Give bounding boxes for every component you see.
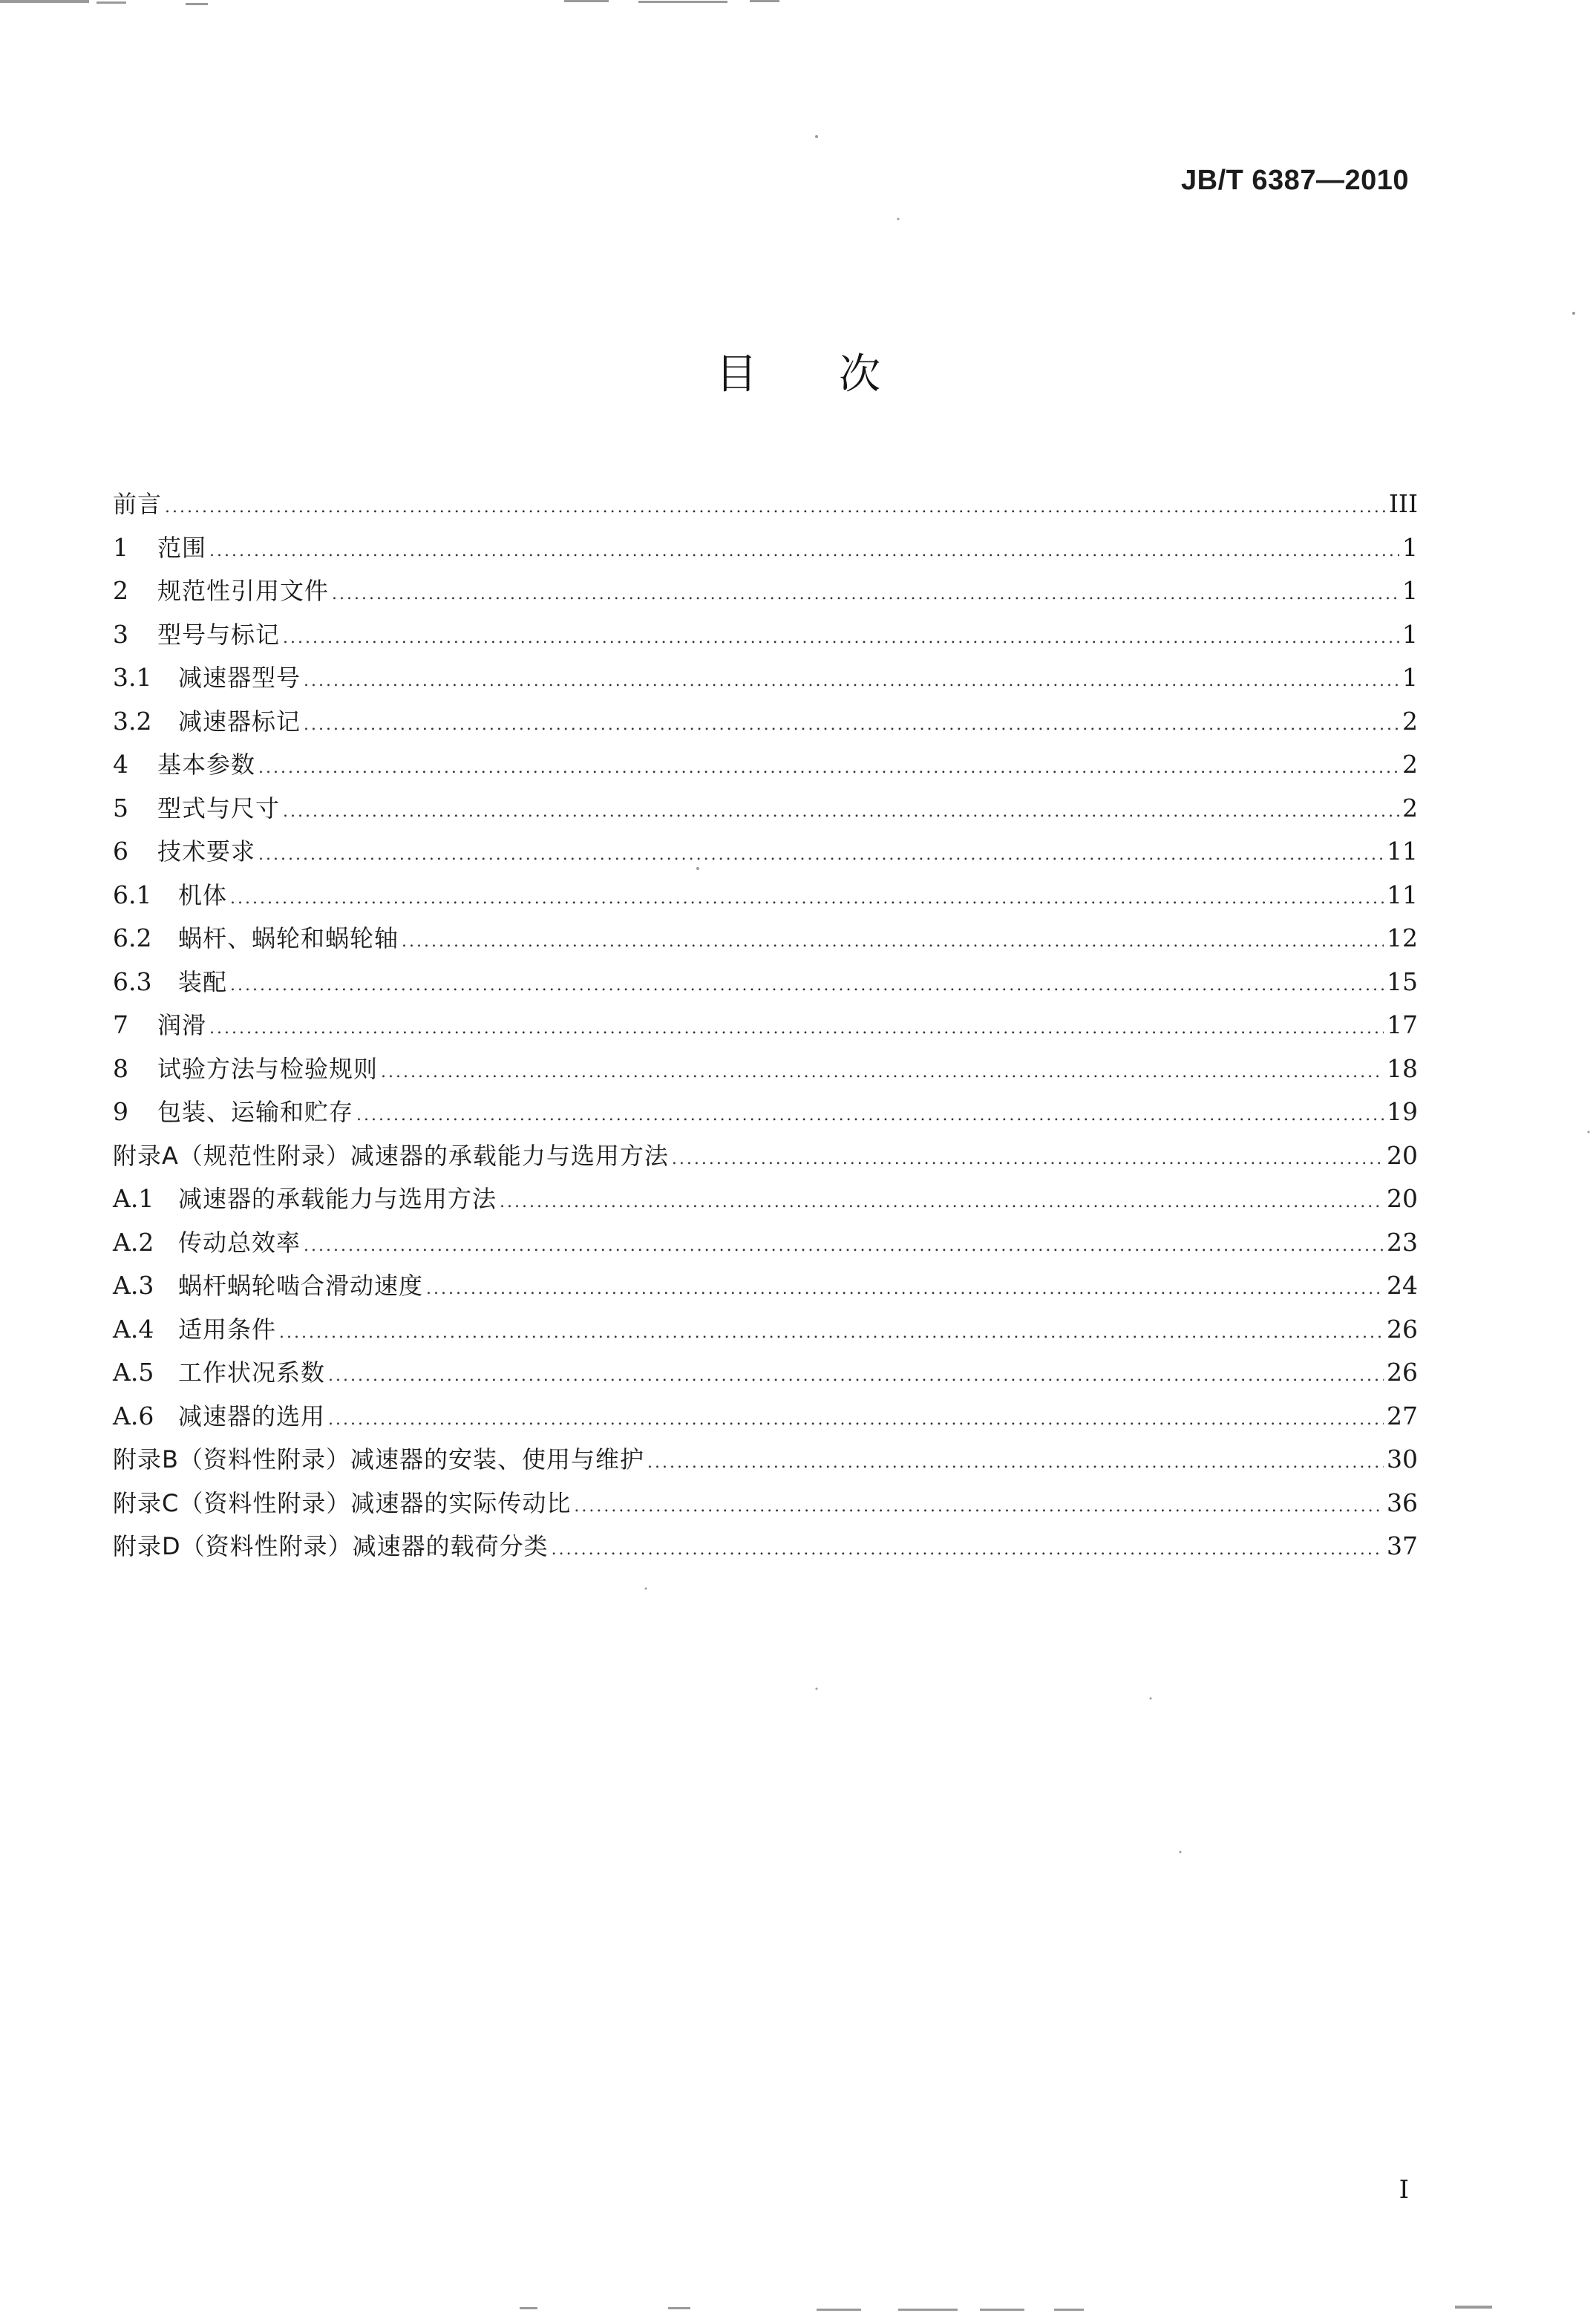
toc-entry-number: 6.2 <box>113 923 152 952</box>
toc-entry[interactable] <box>113 1090 1418 1134</box>
toc-entry-label: 附录B（资料性附录）减速器的安装、使用与维护 <box>113 1445 644 1473</box>
toc-entry-number: 3.2 <box>113 706 152 736</box>
toc-entry[interactable] <box>113 1177 1418 1221</box>
toc-entry[interactable] <box>113 917 1418 961</box>
toc-dot-leader <box>328 1355 1384 1399</box>
toc-entry-number: A.2 <box>113 1227 154 1257</box>
toc-entry-label: 规范性引用文件 <box>157 577 330 605</box>
table-of-contents <box>113 482 1418 1568</box>
toc-entry-page: 11 <box>1387 837 1418 866</box>
page-number: I <box>1399 2175 1409 2205</box>
toc-entry[interactable] <box>113 830 1418 874</box>
toc-entry-label: 试验方法与检验规则 <box>157 1054 379 1083</box>
toc-entry[interactable] <box>113 656 1418 700</box>
toc-entry-number: 2 <box>113 576 128 605</box>
toc-entry-label: 传动总效率 <box>178 1228 301 1257</box>
toc-dot-leader <box>328 1399 1384 1442</box>
toc-entry-page: 37 <box>1387 1531 1418 1560</box>
toc-entry[interactable] <box>113 700 1418 744</box>
toc-entry-page: 2 <box>1402 706 1418 736</box>
toc-entry-number: A.1 <box>113 1184 154 1213</box>
toc-entry-page: 18 <box>1387 1053 1418 1083</box>
toc-entry[interactable] <box>113 1525 1418 1568</box>
toc-entry-label: 减速器的选用 <box>178 1401 326 1430</box>
toc-entry-number: 9 <box>113 1097 128 1126</box>
toc-dot-leader <box>283 791 1399 834</box>
toc-dot-leader <box>402 920 1384 964</box>
toc-dot-leader <box>304 704 1399 748</box>
toc-entry[interactable] <box>113 743 1418 787</box>
toc-entry[interactable] <box>113 787 1418 831</box>
toc-entry[interactable] <box>113 613 1418 657</box>
toc-dot-leader <box>381 1051 1384 1095</box>
toc-entry-number: 6.1 <box>113 880 152 909</box>
toc-entry-label: 附录A（规范性附录）减速器的承载能力与选用方法 <box>113 1141 669 1170</box>
toc-dot-leader <box>500 1181 1384 1225</box>
toc-entry[interactable] <box>113 1351 1418 1395</box>
toc-entry-page: 1 <box>1402 663 1418 692</box>
toc-entry-label: 型式与尺寸 <box>157 794 281 822</box>
toc-entry-number: A.5 <box>113 1358 154 1387</box>
toc-entry-label: 范围 <box>157 533 207 562</box>
toc-dot-leader <box>165 486 1386 530</box>
toc-entry-page: 17 <box>1387 1010 1418 1039</box>
toc-entry-page: 26 <box>1387 1314 1418 1344</box>
toc-dot-leader <box>647 1442 1384 1485</box>
toc-entry-page: 27 <box>1387 1401 1418 1430</box>
toc-dot-leader <box>552 1528 1384 1572</box>
toc-entry-page: 36 <box>1387 1488 1418 1517</box>
toc-entry[interactable] <box>113 1395 1418 1439</box>
toc-entry-page: 26 <box>1387 1358 1418 1387</box>
toc-dot-leader <box>209 530 1399 574</box>
toc-entry[interactable] <box>113 1308 1418 1352</box>
toc-entry-number: 3.1 <box>113 663 152 692</box>
toc-dot-leader <box>230 877 1384 921</box>
toc-entry-label: 蜗杆蜗轮啮合滑动速度 <box>178 1272 424 1300</box>
toc-entry-label: 工作状况系数 <box>178 1358 326 1387</box>
toc-dot-leader <box>258 747 1399 791</box>
toc-dot-leader <box>672 1138 1384 1182</box>
toc-entry-page: 1 <box>1402 576 1418 605</box>
toc-entry-label: 装配 <box>178 967 228 996</box>
toc-entry-label: 技术要求 <box>157 837 256 866</box>
toc-dot-leader <box>332 573 1399 617</box>
toc-entry-label: 减速器型号 <box>178 664 301 692</box>
toc-dot-leader <box>426 1268 1384 1312</box>
toc-entry[interactable] <box>113 1482 1418 1525</box>
toc-entry[interactable] <box>113 1264 1418 1308</box>
toc-entry[interactable] <box>113 1134 1418 1178</box>
page-title: 目次 <box>716 350 962 399</box>
toc-entry[interactable] <box>113 1004 1418 1047</box>
toc-entry-number: 8 <box>113 1053 128 1083</box>
standard-number: JB/T 6387—2010 <box>1181 165 1409 196</box>
toc-entry[interactable] <box>113 482 1418 526</box>
toc-entry[interactable] <box>113 874 1418 917</box>
toc-entry-page: 30 <box>1387 1445 1418 1473</box>
toc-entry[interactable] <box>113 569 1418 613</box>
toc-entry-page: 2 <box>1402 793 1418 822</box>
toc-entry-page: 24 <box>1387 1271 1418 1300</box>
toc-entry[interactable] <box>113 1438 1418 1482</box>
toc-entry-page: 12 <box>1387 923 1418 952</box>
toc-entry-number: 1 <box>113 532 128 562</box>
toc-entry-label: 附录D（资料性附录）减速器的载荷分类 <box>113 1532 549 1560</box>
toc-entry-label: 包装、运输和贮存 <box>157 1098 354 1126</box>
toc-entry-page: 20 <box>1387 1140 1418 1170</box>
toc-entry-label: 基本参数 <box>157 750 256 779</box>
toc-entry[interactable] <box>113 1047 1418 1091</box>
toc-dot-leader <box>574 1485 1384 1529</box>
toc-entry-number: 5 <box>113 793 128 822</box>
toc-entry-number: 6.3 <box>113 966 152 996</box>
toc-entry-label: 蜗杆、蜗轮和蜗轮轴 <box>178 924 399 952</box>
toc-entry-page: 1 <box>1402 532 1418 562</box>
toc-entry-page: 2 <box>1402 750 1418 779</box>
toc-entry-label: 型号与标记 <box>157 620 281 649</box>
toc-entry-number: A.4 <box>113 1314 154 1344</box>
toc-dot-leader <box>279 1312 1384 1355</box>
toc-entry-page: III <box>1388 489 1418 518</box>
toc-entry-number: 4 <box>113 750 128 779</box>
toc-dot-leader <box>356 1094 1384 1138</box>
toc-entry-label: 附录C（资料性附录）减速器的实际传动比 <box>113 1488 572 1517</box>
toc-entry-label: 机体 <box>178 880 228 909</box>
toc-entry-number: 3 <box>113 619 128 649</box>
toc-entry[interactable] <box>113 961 1418 1004</box>
toc-entry-page: 20 <box>1387 1184 1418 1213</box>
toc-dot-leader <box>283 617 1399 661</box>
toc-entry-label: 减速器的承载能力与选用方法 <box>178 1185 497 1213</box>
toc-entry-label: 前言 <box>113 490 163 518</box>
toc-dot-leader <box>230 964 1384 1008</box>
toc-entry-number: A.3 <box>113 1271 154 1300</box>
toc-entry-page: 15 <box>1387 966 1418 996</box>
toc-dot-leader <box>304 660 1399 704</box>
toc-entry-label: 适用条件 <box>178 1315 277 1344</box>
toc-entry-page: 11 <box>1387 880 1418 909</box>
toc-entry-number: 6 <box>113 837 128 866</box>
toc-entry-number: 7 <box>113 1010 128 1039</box>
toc-entry-number: A.6 <box>113 1401 154 1430</box>
toc-entry[interactable] <box>113 1221 1418 1265</box>
toc-dot-leader <box>209 1007 1384 1051</box>
toc-dot-leader <box>258 834 1384 877</box>
toc-entry-label: 润滑 <box>157 1011 207 1039</box>
toc-entry-label: 减速器标记 <box>178 707 301 736</box>
toc-entry[interactable] <box>113 526 1418 570</box>
toc-entry-page: 23 <box>1387 1227 1418 1257</box>
toc-entry-page: 1 <box>1402 619 1418 649</box>
toc-entry-page: 19 <box>1387 1097 1418 1126</box>
toc-dot-leader <box>304 1225 1384 1269</box>
